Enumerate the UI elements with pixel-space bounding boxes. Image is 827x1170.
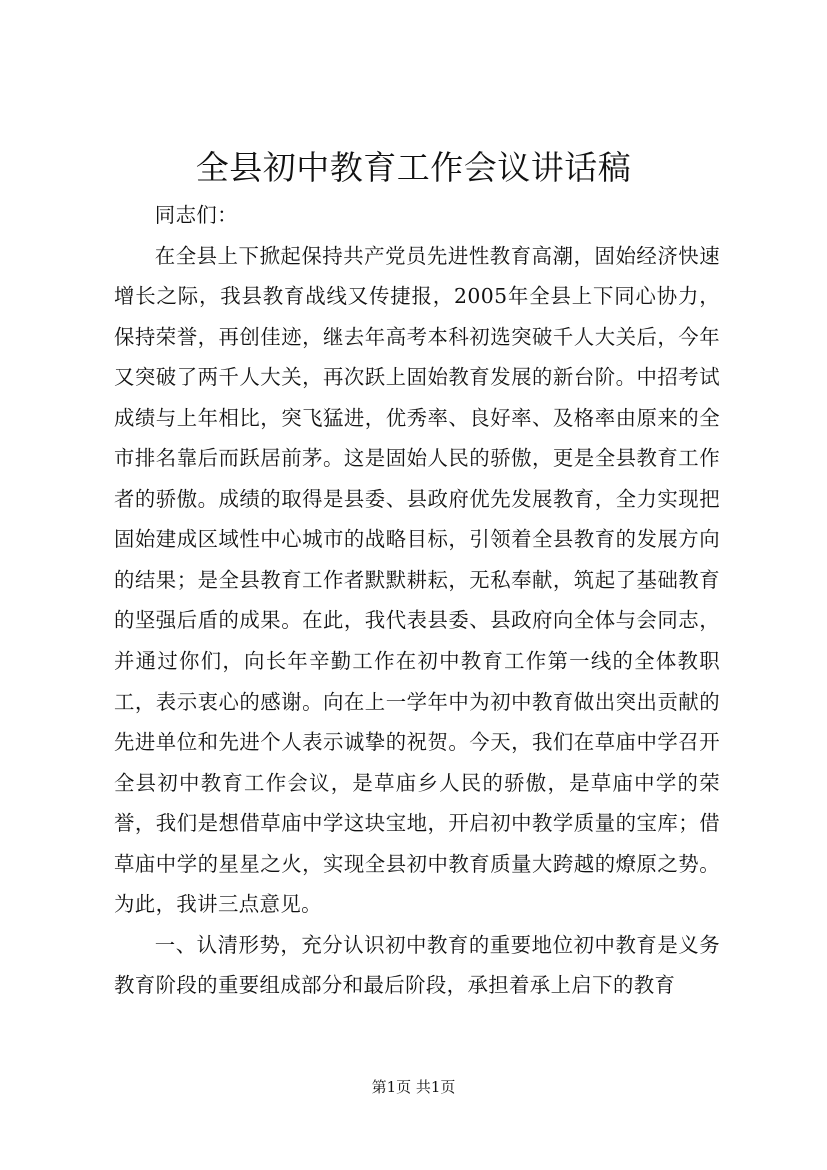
greeting: 同志们： (154, 203, 238, 227)
page-footer: 第1页 共1页 (371, 1078, 456, 1096)
paragraph-1: 在全县上下掀起保持共产党员先进性教育高潮，固始经济快速增长之际，我县教育战线又传捷报，2005年全县上下同心协力，保持荣誉，再创佳迹，继去年高考本科初选突破千人大关后，今年又突破了两千人大关，再次跃上固始教育发展的新台阶。中招考试成绩与上年相比，突飞猛进，优秀率、良好率、及格率由原来的全市排名靠后而跃居前茅。这是固始人民的骄傲，更是全县教育工作者的骄傲。成绩的取得是县委、县政府优先发展教育，全力实现把固始建成区域性中心城市的战略目标，引领着全县教育的发展方向的结果；是全县教育工作者默默耕耘，无私奉献，筑起了基础教育的坚强后盾的成果。在此，我代表县委、县政府向全体与会同志，并通过你们，向长年辛勤工作在初中教育工作第一线的全体教职工，表示衷心的感谢。向在上一学年中为初中教育做出突出贡献的先进单位和先进个人表示诚挚的祝贺。今天，我们在草庙中学召开全县初中教育工作会议，是草庙乡人民的骄傲，是草庙中学的荣誉，我们是想借草庙中学这块宝地，开启初中教学质量的宝库；借草庙中学的星星之火，实现全县初中教育质量大跨越的燎原之势。为此，我讲三点意见。 (114, 243, 720, 917)
paragraph-2: 一、认清形势，充分认识初中教育的重要地位初中教育是义务教育阶段的重要组成部分和最后阶段，承担着承上启下的教育 (114, 932, 720, 998)
document-body (114, 195, 720, 1006)
document-title: 全县初中教育工作会议讲话稿 (195, 148, 632, 187)
